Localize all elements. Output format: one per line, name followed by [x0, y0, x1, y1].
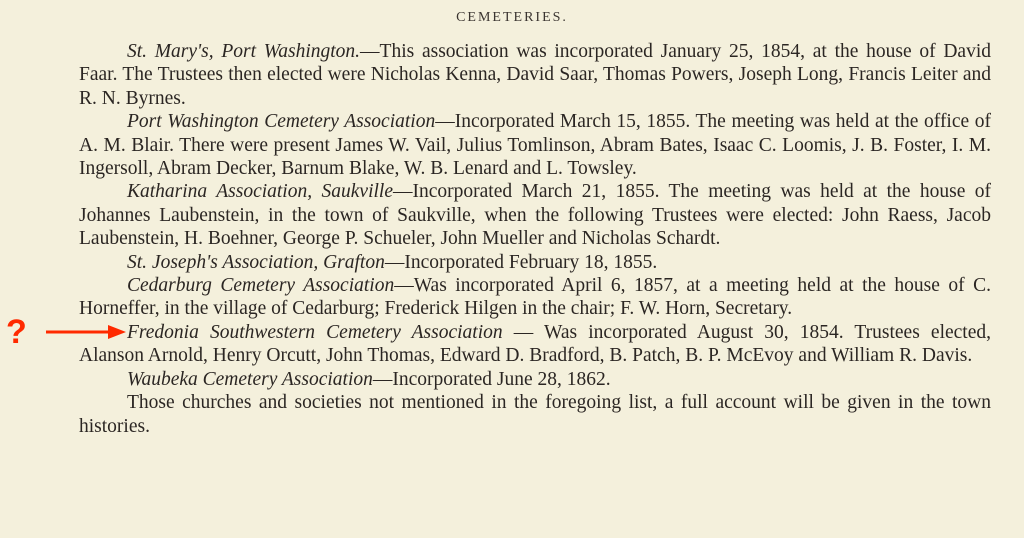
- entry-text: —This association was incorporated January 25, 1854, at the house of David Faar. The Trustees then elected were Nicholas Kenna, David Saar, Thomas Powers, Joseph Long, Francis Leiter and R. N. Byrnes.: [79, 41, 991, 109]
- entry-text: Those churches and societies not mentioned in the foregoing list, a full account will be given in the town histories.: [79, 392, 991, 437]
- entry-title: Cedarburg Cemetery Association: [127, 275, 395, 297]
- page-heading: CEMETERIES.: [456, 10, 568, 25]
- entry-title: St. Mary's, Port Washington.: [127, 41, 361, 62]
- question-annotation: [6, 312, 124, 352]
- entries-list: [79, 40, 991, 438]
- arrow-right-icon: [46, 324, 126, 340]
- question-mark: ?: [6, 313, 27, 351]
- entry-text: —Incorporated June 28, 1862.: [372, 368, 611, 390]
- entry-title: Fredonia Southwestern Cemetery Association: [127, 321, 503, 343]
- entry-katharina: [79, 180, 991, 250]
- entry-waubeka: [79, 368, 991, 391]
- entry-text: —Incorporated February 18, 1855.: [384, 251, 658, 273]
- entry-title: St. Joseph's Association, Grafton: [127, 251, 385, 273]
- entry-port-washington: [79, 110, 991, 180]
- entry-st-marys: [79, 40, 991, 110]
- entry-title: Waubeka Cemetery Association: [127, 368, 373, 390]
- entry-text: — Was incorporated August 30, 1854. Trustees elected, Alanson Arnold, Henry Orcutt, John Thomas, Edward D. Bradford, B. Patch, B. P. McEvoy and William R. Davis.: [79, 321, 991, 367]
- entry-text: —Incorporated March 21, 1855. The meeting was held at the house of Johannes Laubenstein, in the town of Saukville, when the following Trustees were elected: John Raess, Jacob Laubenstein, H. Boehner, George P. Schueler, John Mueller and Nicholas Schardt.: [79, 181, 991, 250]
- entry-fredonia: [79, 321, 991, 368]
- entry-title: Katharina Association, Saukville: [127, 181, 393, 203]
- entry-cedarburg: [79, 274, 991, 321]
- entry-text: —Was incorporated April 6, 1857, at a meeting held at the house of C. Horneffer, in the village of Cedarburg; Frederick Hilgen in the chair; F. W. Horn, Secretary.: [79, 275, 991, 320]
- entry-title: Port Washington Cemetery Association: [127, 111, 436, 133]
- closing-note: [79, 391, 991, 438]
- entry-text: —Incorporated March 15, 1855. The meeting was held at the office of A. M. Blair. There were present James W. Vail, Julius Tomlinson, Abram Bates, Isaac C. Loomis, J. B. Foster, I. M. Ingersoll, Abram Decker, Barnum Blake, W. B. Lenard and L. Towsley.: [79, 111, 992, 180]
- entry-st-josephs: [79, 251, 991, 274]
